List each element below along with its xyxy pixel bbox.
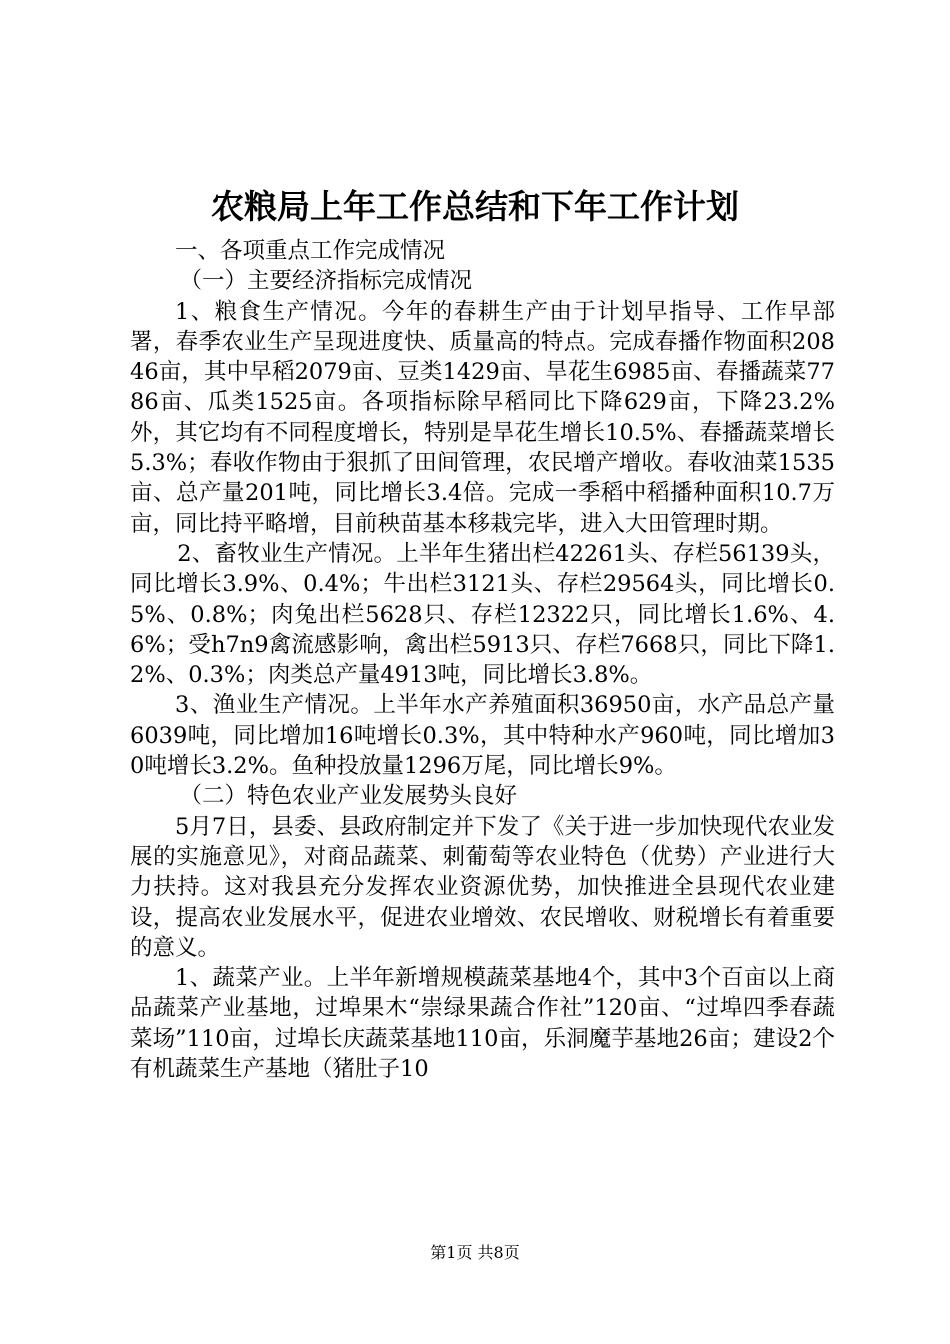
page-number: 第1页 共8页 [430, 1243, 520, 1262]
subsection-heading: （一）主要经济指标完成情况 [179, 268, 473, 295]
paragraph-grain-production: 1、粮食生产情况。今年的春耕生产由于计划早指导、工作早部署，春季农业生产呈现进度快、质量高的特点。完成春播作物面积20846亩，其中早稻2079亩、豆类1429亩、旱花生6985亩、春播蔬菜7786亩、瓜类1525亩。各项指标除早稻同比下降629亩，下降23.2%外，其它均有不同程度增长，特别是旱花生增长10.5%、春播蔬菜增长5.3%；春收作物由于狠抓了田间管理，农民增产增收。春收油菜1535亩、总产量201吨，同比增长3.4倍。完成一季稻中稻播种面积10.7万亩，同比持平略增，目前秧苗基本移栽完毕，进入大田管理时期。 [130, 298, 835, 537]
section-heading: 一、各项重点工作完成情况 [175, 238, 446, 264]
document-body [130, 236, 835, 1084]
paragraph-livestock-production: 2、畜牧业生产情况。上半年生猪出栏42261头、存栏56139头，同比增长3.9%、0.4%；牛出栏3121头、存栏29564头，同比增长0.5%、0.8%；肉兔出栏5628只、存栏12322只，同比增长1.6%、4.6%；受h7n9禽流感影响，禽出栏5913只、存栏7668只，同比下降1.2%、0.3%；肉类总产量4913吨，同比增长3.8%。 [130, 540, 835, 689]
paragraph-fishery-production: 3、渔业生产情况。上半年水产养殖面积36950亩，水产品总产量6039吨，同比增加16吨增长0.3%，其中特种水产960吨，同比增加30吨增长3.2%。鱼种投放量1296万尾，同比增长9%。 [130, 692, 835, 780]
paragraph-vegetable-industry: 1、蔬菜产业。上半年新增规模蔬菜基地4个，其中3个百亩以上商品蔬菜产业基地，过埠果木“崇绿果蔬合作社”120亩、“过埠四季春蔬菜场”110亩，过埠长庆蔬菜基地110亩，乐洞魔芋基地26亩；建设2个有机蔬菜生产基地（猪肚子10 [130, 965, 835, 1083]
document-title: 农粮局上年工作总结和下年工作计划 [211, 187, 739, 226]
subsection-heading: （二）特色农业产业发展势头良好 [179, 783, 518, 810]
paragraph-policy: 5月7日，县委、县政府制定并下发了《关于进一步加快现代农业发展的实施意见》，对商品蔬菜、刺葡萄等农业特色（优势）产业进行大力扶持。这对我县充分发挥农业资源优势，加快推进全县现代农业建设，提高农业发展水平，促进农业增效、农民增收、财税增长有着重要的意义。 [130, 813, 835, 961]
